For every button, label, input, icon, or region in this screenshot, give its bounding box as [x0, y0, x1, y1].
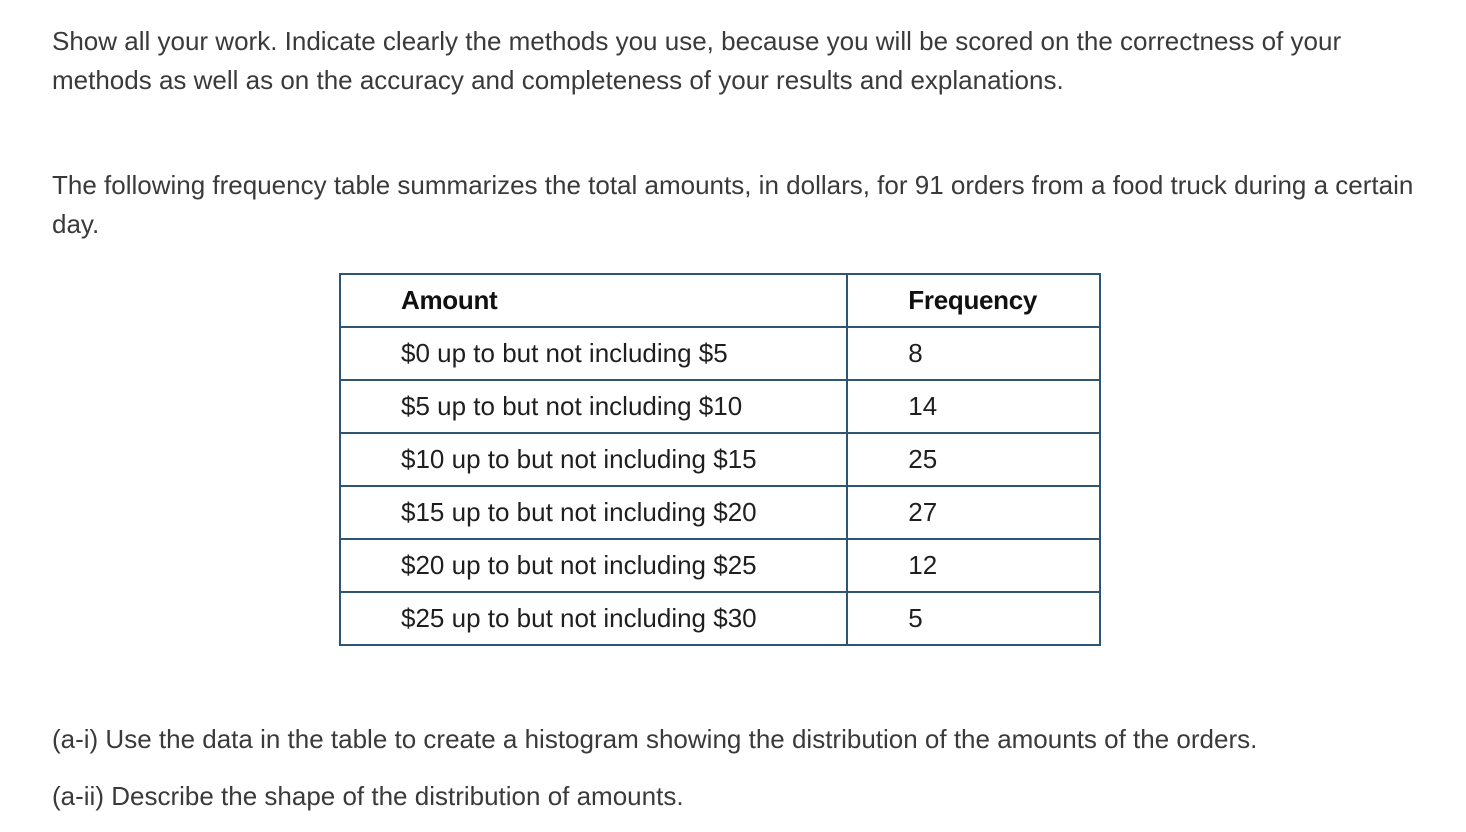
amount-cell: $10 up to but not including $15 — [340, 433, 847, 486]
table-row — [340, 486, 1100, 539]
intro-text: The following frequency table summarizes the total amounts, in dollars, for 91 orders from a food truck during a certain day. — [52, 170, 1414, 239]
question-a-i: (a-i) Use the data in the table to create a histogram showing the distribution of the amounts of the orders. — [52, 724, 1258, 754]
table-row — [340, 592, 1100, 645]
amount-cell: $5 up to but not including $10 — [340, 380, 847, 433]
question-a-ii: (a-ii) Describe the shape of the distribution of amounts. — [52, 781, 684, 811]
frequency-cell: 8 — [847, 327, 1100, 380]
amount-cell: $0 up to but not including $5 — [340, 327, 847, 380]
amount-cell: $20 up to but not including $25 — [340, 539, 847, 592]
frequency-cell: 12 — [847, 539, 1100, 592]
frequency-cell: 14 — [847, 380, 1100, 433]
frequency-cell: 25 — [847, 433, 1100, 486]
instructions-text: Show all your work. Indicate clearly the methods you use, because you will be scored on the correctness of your methods as well as on the accuracy and completeness of your results and explanations. — [52, 26, 1342, 95]
amount-cell: $25 up to but not including $30 — [340, 592, 847, 645]
frequency-cell: 27 — [847, 486, 1100, 539]
table-row — [340, 327, 1100, 380]
table-header-row — [340, 274, 1100, 327]
column-header-frequency: Frequency — [847, 274, 1100, 327]
frequency-table — [339, 273, 1101, 646]
table-row — [340, 380, 1100, 433]
table-row — [340, 539, 1100, 592]
frequency-cell: 5 — [847, 592, 1100, 645]
table-row — [340, 433, 1100, 486]
column-header-amount: Amount — [340, 274, 847, 327]
amount-cell: $15 up to but not including $20 — [340, 486, 847, 539]
